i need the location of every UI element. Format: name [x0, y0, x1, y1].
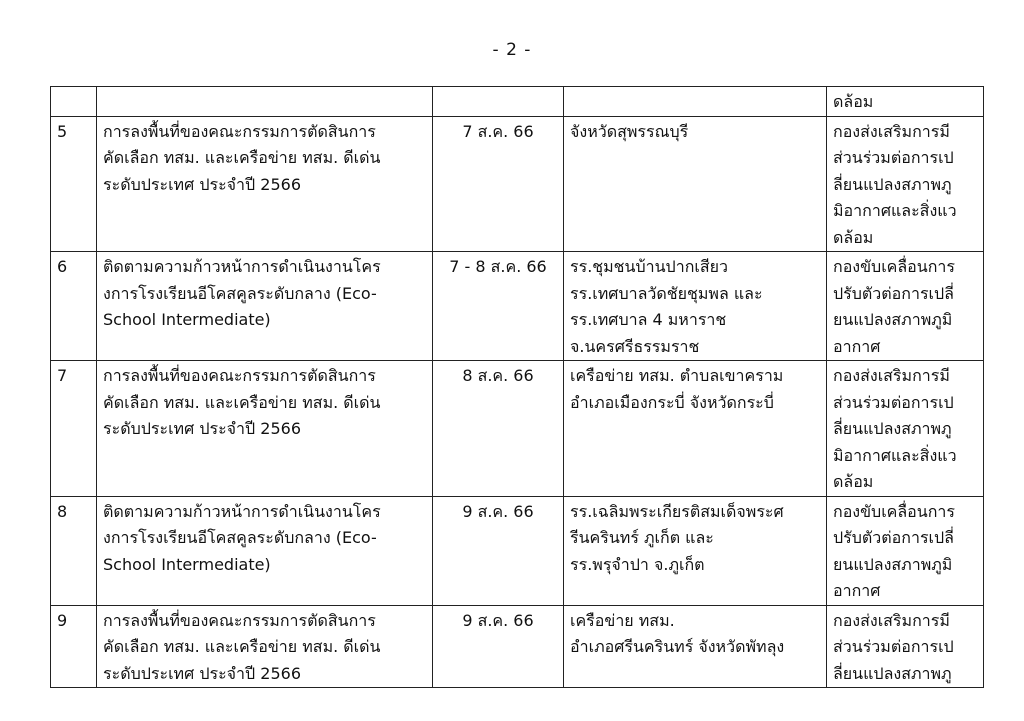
activity-line: งการโรงเรียนอีโคสคูลระดับกลาง (Eco-	[103, 283, 377, 303]
activity-line: ระดับประเทศ ประจำปี 2566	[103, 663, 301, 683]
table-row	[51, 605, 984, 688]
cell-date: 9 ส.ค. 66	[433, 496, 564, 605]
unit-line: ส่วนร่วมต่อการเป	[833, 392, 954, 412]
cell-number	[51, 87, 97, 117]
location-line: รร.พรุจำปา จ.ภูเก็ต	[570, 554, 705, 574]
activity-line: งการโรงเรียนอีโคสคูลระดับกลาง (Eco-	[103, 528, 377, 547]
unit-line: อากาศ	[833, 581, 881, 600]
activity-line: ระดับประเทศ ประจำปี 2566	[103, 174, 301, 194]
table-row-continued	[51, 87, 984, 117]
unit-line: ดล้อม	[833, 227, 874, 247]
location-line: อำเภอศรีนครินทร์ จังหวัดพัทลุง	[570, 637, 785, 656]
cell-date: 7 - 8 ส.ค. 66	[433, 252, 564, 361]
unit-line: กองส่งเสริมการมี	[833, 121, 950, 141]
unit-line: ลี่ยนแปลงสภาพภู	[833, 419, 952, 438]
table-row	[51, 496, 984, 605]
unit-line: ลี่ยนแปลงสภาพภู	[833, 663, 952, 683]
unit-line: มิอากาศและสิ่งแว	[833, 445, 957, 465]
unit-line: ดล้อม	[833, 472, 874, 491]
cell-location	[564, 496, 827, 605]
unit-line: กองขับเคลื่อนการ	[833, 257, 955, 276]
cell-location	[564, 605, 827, 688]
unit-line: ลี่ยนแปลงสภาพภู	[833, 174, 952, 194]
cell-activity	[97, 252, 433, 361]
unit-line: ยนแปลงสภาพภูมิ	[833, 310, 953, 329]
page-number: - 2 -	[492, 40, 532, 60]
activity-line: ติดตามความก้าวหน้าการดำเนินงานโคร	[103, 501, 381, 521]
activity-schedule-table	[50, 86, 984, 688]
table-row	[51, 361, 984, 497]
cell-unit	[827, 361, 984, 497]
cell-unit	[827, 496, 984, 605]
cell-date: 9 ส.ค. 66	[433, 605, 564, 688]
activity-line: การลงพื้นที่ของคณะกรรมการตัดสินการ	[103, 610, 376, 630]
unit-line: ยนแปลงสภาพภูมิ	[833, 554, 953, 574]
unit-line: ปรับตัวต่อการเปลี่	[833, 528, 954, 547]
cell-unit	[827, 252, 984, 361]
activity-line: ระดับประเทศ ประจำปี 2566	[103, 419, 301, 438]
unit-line: ส่วนร่วมต่อการเป	[833, 148, 954, 167]
activity-line: คัดเลือก ทสม. และเครือข่าย ทสม. ดีเด่น	[103, 148, 381, 167]
cell-number: 7	[51, 361, 97, 497]
cell-number: 8	[51, 496, 97, 605]
unit-line: กองส่งเสริมการมี	[833, 610, 950, 630]
unit-line: กองขับเคลื่อนการ	[833, 501, 955, 521]
cell-date: 7 ส.ค. 66	[433, 116, 564, 252]
cell-number: 5	[51, 116, 97, 252]
cell-activity	[97, 116, 433, 252]
cell-date	[433, 87, 564, 117]
unit-line: ปรับตัวต่อการเปลี่	[833, 283, 954, 303]
location-line: รีนครินทร์ ภูเก็ต และ	[570, 528, 714, 547]
activity-line: ติดตามความก้าวหน้าการดำเนินงานโคร	[103, 257, 381, 276]
cell-unit	[827, 605, 984, 688]
location-line: เครือข่าย ทสม.	[570, 610, 675, 630]
cell-activity	[97, 605, 433, 688]
cell-location	[564, 361, 827, 497]
unit-line: ดล้อม	[833, 92, 874, 111]
cell-activity	[97, 496, 433, 605]
unit-line: อากาศ	[833, 336, 881, 356]
cell-activity	[97, 361, 433, 497]
table-row	[51, 252, 984, 361]
table-body	[51, 87, 984, 688]
cell-location	[564, 116, 827, 252]
activity-line: การลงพื้นที่ของคณะกรรมการตัดสินการ	[103, 366, 376, 385]
activity-line: School Intermediate)	[103, 554, 271, 574]
location-line: เครือข่าย ทสม. ตำบลเขาคราม	[570, 366, 784, 385]
location-line: รร.เทศบาล 4 มหาราช	[570, 310, 727, 329]
location-line: จังหวัดสุพรรณบุรี	[570, 121, 689, 141]
cell-unit	[827, 87, 984, 117]
unit-line: ส่วนร่วมต่อการเป	[833, 637, 954, 656]
cell-number: 9	[51, 605, 97, 688]
cell-activity	[97, 87, 433, 117]
unit-line: มิอากาศและสิ่งแว	[833, 201, 957, 220]
location-line: รร.เฉลิมพระเกียรติสมเด็จพระศ	[570, 501, 784, 521]
activity-line: คัดเลือก ทสม. และเครือข่าย ทสม. ดีเด่น	[103, 392, 381, 412]
activity-line: School Intermediate)	[103, 310, 271, 329]
unit-line: กองส่งเสริมการมี	[833, 366, 950, 385]
cell-location	[564, 87, 827, 117]
cell-unit	[827, 116, 984, 252]
location-line: รร.เทศบาลวัดชัยชุมพล และ	[570, 283, 763, 303]
table-row	[51, 116, 984, 252]
cell-number: 6	[51, 252, 97, 361]
activity-line: คัดเลือก ทสม. และเครือข่าย ทสม. ดีเด่น	[103, 637, 381, 656]
activity-line: การลงพื้นที่ของคณะกรรมการตัดสินการ	[103, 121, 376, 141]
cell-date: 8 ส.ค. 66	[433, 361, 564, 497]
cell-location	[564, 252, 827, 361]
location-line: จ.นครศรีธรรมราช	[570, 336, 700, 356]
location-line: อำเภอเมืองกระบี่ จังหวัดกระบี่	[570, 392, 774, 412]
location-line: รร.ชุมชนบ้านปากเสียว	[570, 257, 728, 276]
